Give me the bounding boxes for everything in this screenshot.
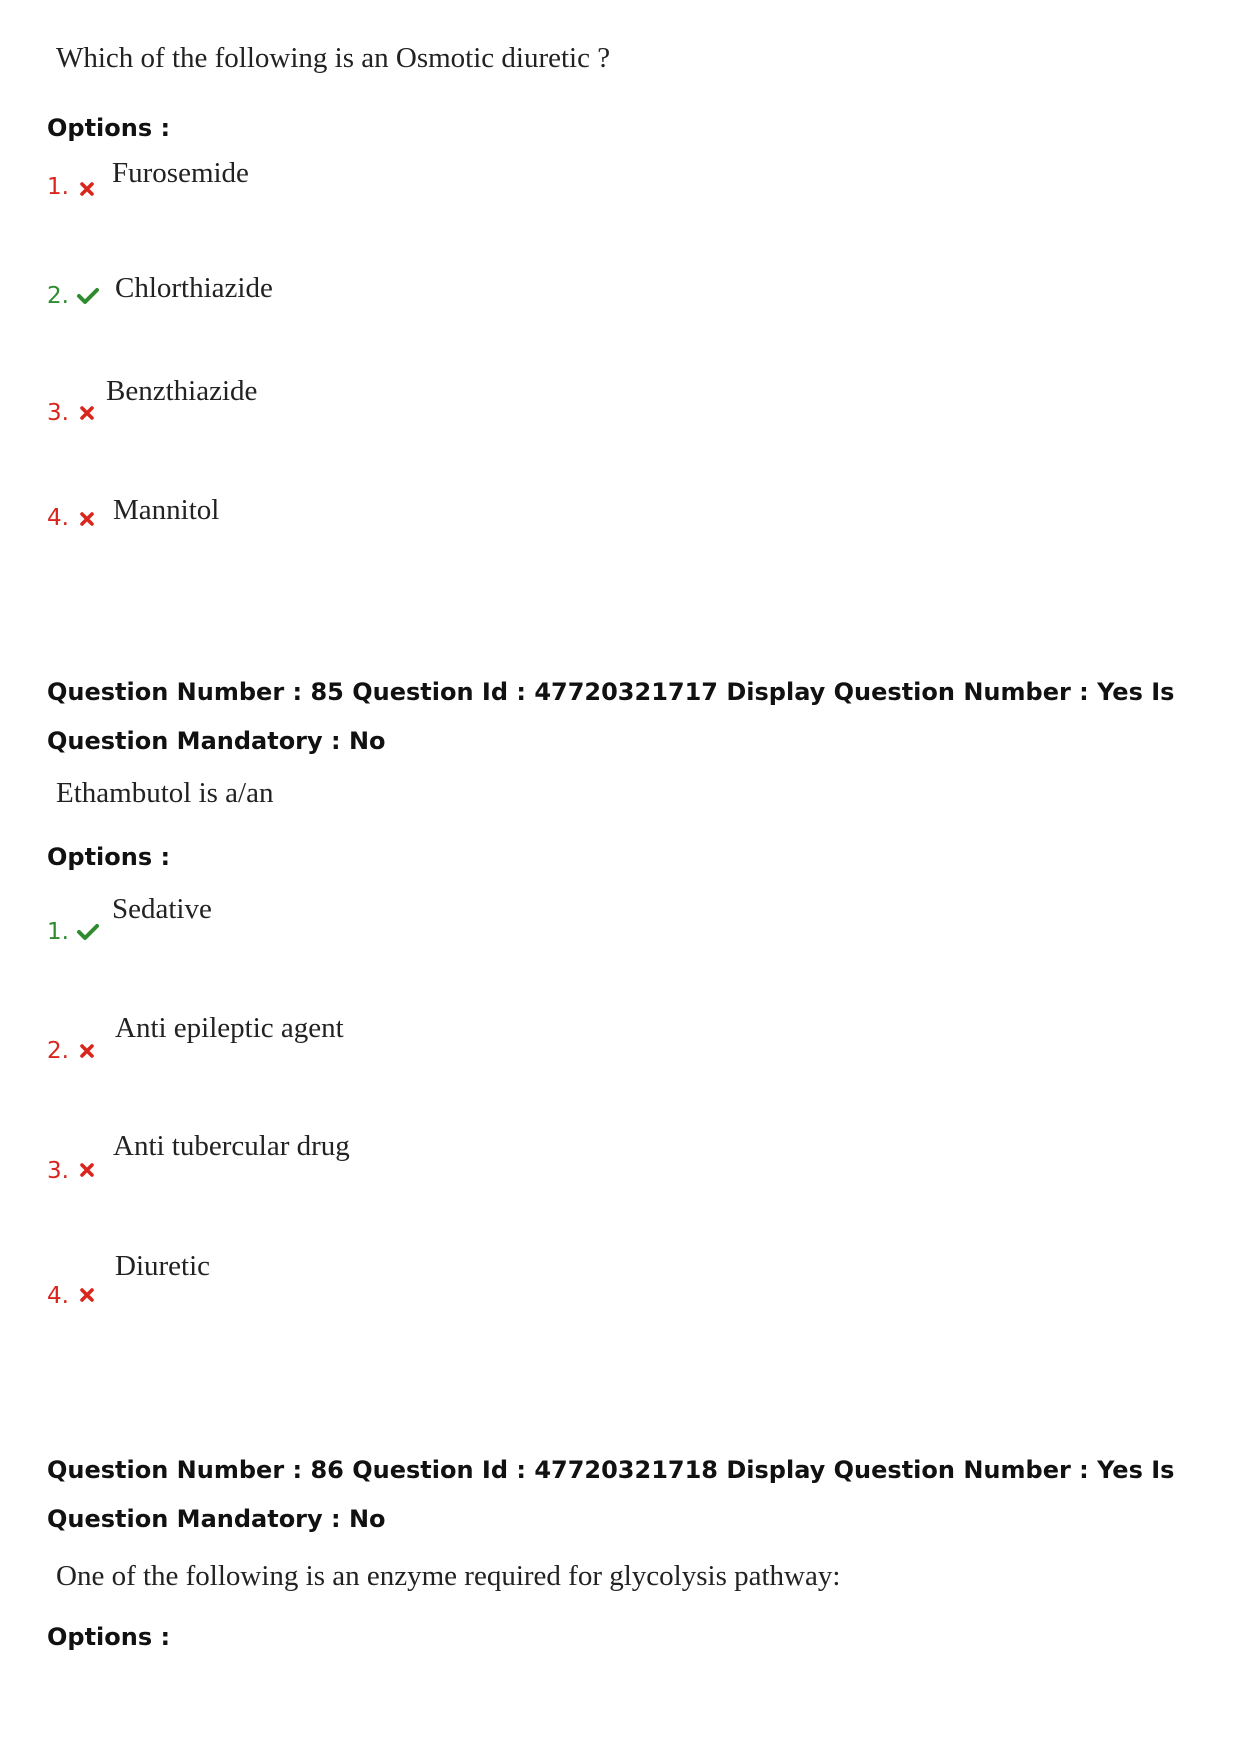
question-text: One of the following is an enzyme required for glycolysis pathway:: [56, 1560, 841, 1592]
check-icon: [76, 286, 100, 304]
option-number: 2.: [47, 1038, 69, 1064]
question-text: Which of the following is an Osmotic diuretic ?: [56, 42, 611, 74]
option-text: Anti epileptic agent: [115, 1012, 344, 1044]
cross-icon: [78, 1161, 96, 1179]
question-meta: Question Number : 85 Question Id : 47720321717 Display Question Number : Yes Is Question Mandatory : No: [47, 678, 1175, 755]
option-number: 4.: [47, 1283, 69, 1309]
cross-icon: [78, 1042, 96, 1060]
option-text: Anti tubercular drug: [113, 1130, 350, 1162]
option-number: 4.: [47, 505, 69, 531]
option-text: Sedative: [112, 893, 212, 925]
cross-icon: [78, 180, 96, 198]
option-number: 3.: [47, 400, 69, 426]
options-label: Options :: [47, 1623, 171, 1651]
option-text: Mannitol: [113, 494, 220, 526]
question-text: Ethambutol is a/an: [56, 777, 274, 809]
options-label: Options :: [47, 843, 171, 871]
cross-icon: [78, 510, 96, 528]
option-text: Benzthiazide: [106, 375, 258, 407]
option-text: Diuretic: [115, 1250, 211, 1282]
option-number: 1.: [47, 919, 69, 945]
check-icon: [76, 922, 100, 940]
cross-icon: [78, 1286, 96, 1304]
option-text: Chlorthiazide: [115, 272, 273, 304]
option-text: Furosemide: [112, 157, 249, 189]
option-number: 2.: [47, 283, 69, 309]
question-meta: Question Number : 86 Question Id : 47720321718 Display Question Number : Yes Is Question Mandatory : No: [47, 1456, 1175, 1533]
cross-icon: [78, 404, 96, 422]
option-number: 1.: [47, 174, 69, 200]
options-label: Options :: [47, 114, 171, 142]
option-number: 3.: [47, 1158, 69, 1184]
